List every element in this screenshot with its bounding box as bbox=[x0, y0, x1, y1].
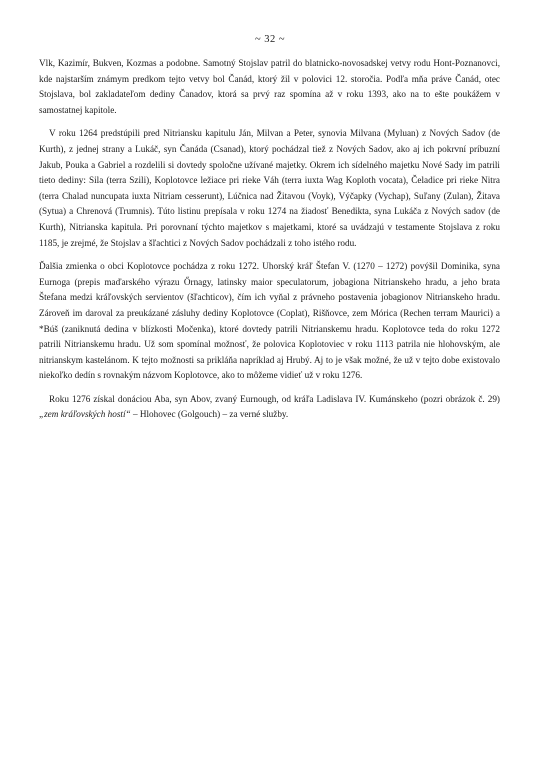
paragraph-4-text-a: Roku 1276 získal donáciou Aba, syn Abov, zvaný Eurnough, od kráľa Ladislava IV. Kumánskeho (pozri obrázok č. 29) bbox=[49, 393, 500, 404]
paragraph-4-quote: „zem kráľovských hostí“ bbox=[39, 409, 131, 420]
paragraph-4 bbox=[39, 392, 500, 423]
paragraph-3: Ďalšia zmienka o obci Koplotovce pochádza z roku 1272. Uhorský kráľ Štefan V. (1270 – 1272) povýšil Dominika, syna Eurnoga (prepis maďarského výrazu Őrnagy, latinsky maior speculatorum, jobagiona Nitrianskeho hradu, a jeho brata Štefana medzi kráľovských servientov (šľachticov), čím ich vyňal z právneho postavenia jobagionov Nitrianskeho hradu. Zároveň im daroval za preukázané zásluhy dediny Koplotovce (Coplat), Rišňovce, zem Mórica (Rechen terram Maurici) a *Búš (zaniknutá dedina v blízkosti Močenka), ktoré dovtedy patrili Nitrianskemu hradu. Koplotovce teda do roku 1272 patrili Nitrianskemu hradu. Už som spomínal možnosť, že polovica Koplotoviec v roku 1113 patrila nie hlohovským, ale nitrianskym kastelánom. K tejto možnosti sa prikláňa napríklad aj Hrubý. Aj to je však možné, že už v tejto dobe existovalo niekoľko dedín s rovnakým názvom Koplotovce, ako to môžeme vidieť už v roku 1276. bbox=[39, 261, 500, 381]
page-number: ~ 32 ~ bbox=[254, 34, 286, 45]
paragraph-1: Vlk, Kazimír, Bukven, Kozmas a podobne. Samotný Stojslav patril do blatnicko-novosadskej vetvy rodu Hont-Poznanovci, kde najstarším známym predkom tejto vetvy bol Čanád, ktorý žil v polovici 12. storočia. Podľa mňa práve Čanád, otec Stojslava, bol zakladateľom dediny Čanadov, ktorá sa prvý raz spomína až v roku 1393, ako na to ešte poukážem v samostatnej kapitole. bbox=[39, 58, 500, 115]
paragraph-2: V roku 1264 predstúpili pred Nitriansku kapitulu Ján, Milvan a Peter, synovia Milvana (Myluan) z Nových Sadov (de Kurth), z jednej strany a Lukáč, syn Čanáda (Csanad), ktorý pochádzal tiež z Nových Sadov, ako aj ich pokrvní príbuzní Jakub, Pouka a Gabriel a rozdelili si dovtedy spoločne užívané majetky. Okrem ich sídelného majetku Nové Sady im patrili tieto dediny: Sila (terra Szili), Koplotovce ležiace pri rieke Váh (terra iuxta Wag Koploth vocata), Čeladice pri rieke Nitra (terra Chalad nuncupata iuxta Nitriam cesserunt), Lúčnica nad Žitavou (Voyk), Výčapky (Vychap), Suľany (Zulan), Žitava (Sytua) a Chrenová (Trumnis). Túto listinu prepísala v roku 1274 na žiadosť Benedikta, syna Lukáča z Nových sadov (de Kurth), Nitrianska kapitula. Pri porovnaní týchto majetkov s majetkami, ktoré sa uvádzajú v testamente Stojslava z roku 1185, je zrejmé, že Stojslav a šľachtici z Nových Sadov pochádzali z toho istého rodu. bbox=[39, 128, 500, 248]
paragraph-4-text-b: – Hlohovec (Golgouch) – za verné služby. bbox=[130, 409, 289, 420]
document-body bbox=[39, 56, 500, 431]
